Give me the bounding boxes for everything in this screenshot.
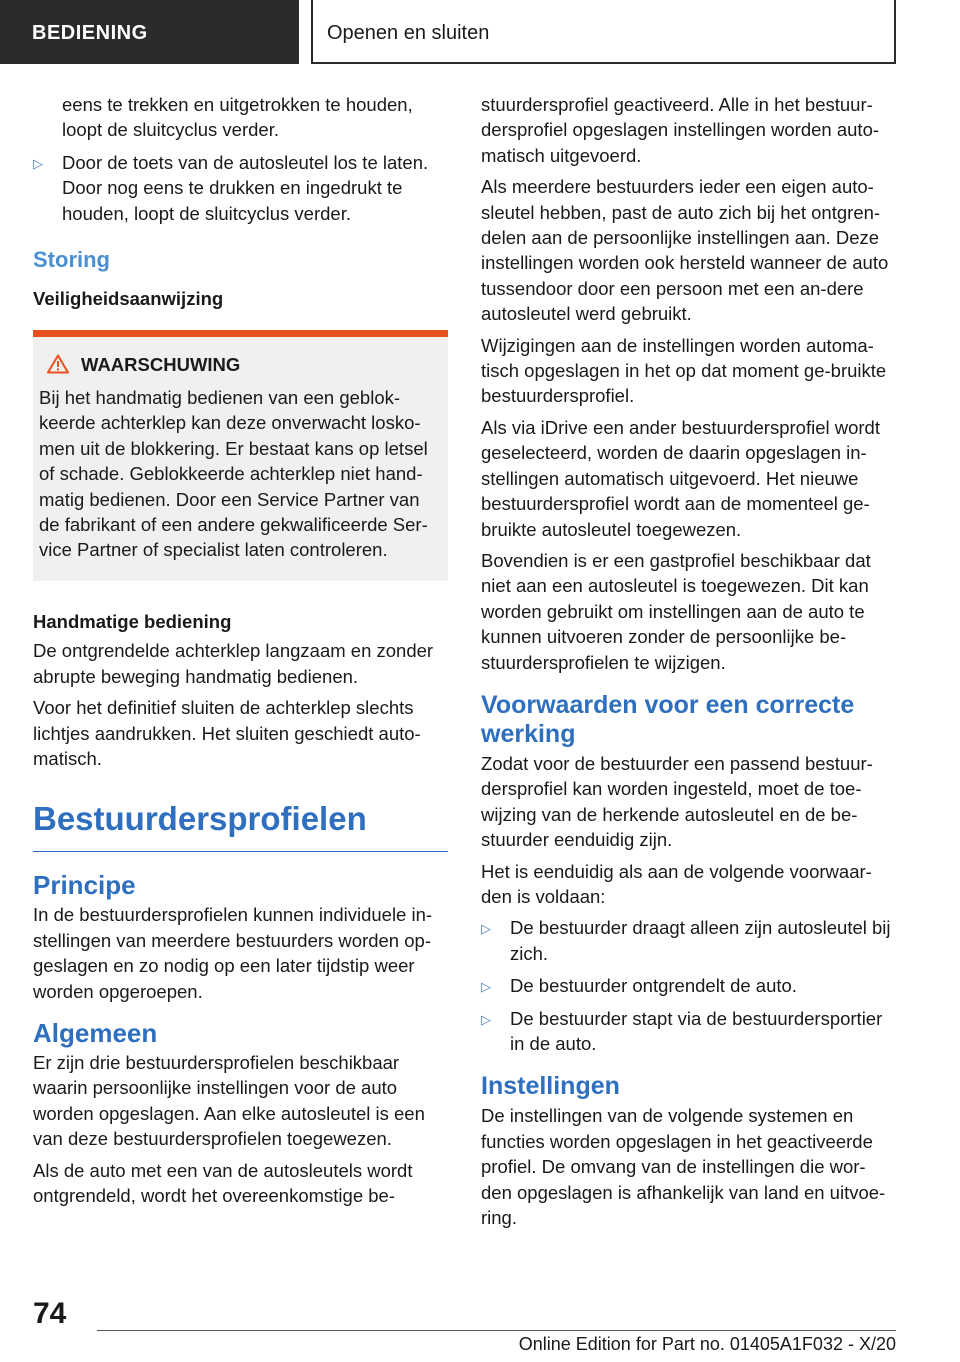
warning-title <box>39 353 436 380</box>
chapter-title: Openen en sluiten <box>311 0 896 64</box>
section-tab: BEDIENING <box>0 0 299 64</box>
left-column <box>33 92 448 1214</box>
paragraph: Zodat voor de bestuurder een passend bestuur-dersprofiel kan worden ingesteld, moet de toe-wijzing van de herkende autosleutel en de be-stuurder eenduidig zijn. <box>481 752 873 851</box>
section-title: Bestuurdersprofielen <box>33 799 448 852</box>
continued-bullet-text: eens te trekken en uitgetrokken te houden, loopt de sluitcyclus verder. <box>62 94 413 141</box>
page-number: 74 <box>33 1297 67 1330</box>
general-heading: Algemeen <box>33 1017 158 1048</box>
paragraph: Wijzigingen aan de instellingen worden automa-tisch opgeslagen in het op dat moment ge-bruikte bestuurdersprofiel. <box>481 334 887 407</box>
warning-text: Bij het handmatig bedienen van een geblok-keerde achterklep kan deze onverwacht losko-men uit de blokkering. Er bestaat kans op letsel of schade. Geblokkeerde achterklep niet hand-matig bedienen. Door een Service Partner van de fabrikant of een andere gekwalificeerde Ser-vice Partner of specialist laten controleren. <box>39 387 428 561</box>
principle-heading: Principe <box>33 870 136 901</box>
list-item-text: Door de toets van de autosleutel los te laten. Door nog eens te drukken en ingedrukt te houden, loopt de sluitcyclus verder. <box>62 151 429 224</box>
footer-edition: Online Edition for Part no. 01405A1F032 - X/20 <box>518 1334 896 1354</box>
bullet-list <box>481 915 896 1056</box>
paragraph: Bovendien is er een gastprofiel beschikbaar dat niet aan een autosleutel is toegewezen. Dit kan worden gebruikt om instellingen aan de auto te kunnen uitvoeren zonder de persoonlijke be-stuurdersprofielen te wijzigen. <box>481 549 871 673</box>
right-column <box>481 92 896 1236</box>
list-item <box>481 1006 896 1057</box>
bullet-triangle-icon: ▷ <box>481 979 491 995</box>
bullet-list <box>33 150 448 226</box>
paragraph: Als de auto met een van de autosleutels wordt ontgrendeld, wordt het overeenkomstige be- <box>33 1159 413 1206</box>
page-header <box>0 0 960 66</box>
bullet-triangle-icon: ▷ <box>481 1011 491 1027</box>
list-item-text: De bestuurder draagt alleen zijn autosleutel bij zich. <box>510 917 891 964</box>
settings-heading: Instellingen <box>481 1072 620 1101</box>
paragraph: Voor het definitief sluiten de achterklep slechts lichtjes aandrukken. Het sluiten geschiedt auto-matisch. <box>33 697 421 769</box>
list-item-text: De bestuurder ontgrendelt de auto. <box>510 975 797 997</box>
safety-heading: Veiligheidsaanwijzing <box>33 288 224 310</box>
footer-divider <box>97 1330 896 1331</box>
paragraph: In de bestuurdersprofielen kunnen individuele in-stellingen van meerdere bestuurders worden op-geslagen en zo nodig op een later tijdstip weer worden opgeroepen. <box>33 904 433 1002</box>
conditions-heading: Voorwaarden voor een correcte werking <box>481 690 855 748</box>
warning-triangle-icon <box>47 354 69 380</box>
paragraph: De ontgrendelde achterklep langzaam en zonder abrupte beweging handmatig bedienen. <box>33 640 434 687</box>
storing-heading: Storing <box>33 247 110 273</box>
warning-bar <box>33 330 448 337</box>
paragraph: Als meerdere bestuurders ieder een eigen auto-sleutel hebben, past de auto zich bij het ontgren-delen aan de persoonlijke instellingen aan. Deze instellingen worden ook hersteld wanneer de auto tussendoor door een persoon met een an-dere autosleutel werd gebruikt. <box>481 176 889 325</box>
paragraph: De instellingen van de volgende systemen en functies worden opgeslagen in het geactiveerde profiel. De omvang van de instellingen die wor-den opgeslagen is afhankelijk van land en uitvoe-ring. <box>481 1105 886 1229</box>
list-item-text: De bestuurder stapt via de bestuurdersportier in de auto. <box>510 1007 883 1054</box>
bullet-triangle-icon: ▷ <box>33 155 43 171</box>
paragraph: Er zijn drie bestuurdersprofielen beschikbaar waarin persoonlijke instellingen voor de auto worden opgeslagen. Aan elke autosleutel is een van deze bestuurdersprofielen toegewezen. <box>33 1051 425 1150</box>
paragraph: stuurdersprofiel geactiveerd. Alle in het bestuur-dersprofiel opgeslagen instellingen worden auto-matisch uitgevoerd. <box>481 94 880 166</box>
manual-heading: Handmatige bediening <box>33 610 232 632</box>
warning-box <box>33 330 448 581</box>
paragraph: Als via iDrive een ander bestuurdersprofiel wordt geselecteerd, worden de daarin opgeslagen in-stellingen automatisch uitgevoerd. Het nieuwe bestuurdersprofiel wordt aan de momenteel ge-bruikte autosleutel toegewezen. <box>481 416 880 540</box>
list-item <box>481 915 896 966</box>
bullet-triangle-icon: ▷ <box>481 921 491 937</box>
list-item <box>481 973 896 998</box>
paragraph: Het is eenduidig als aan de volgende voorwaar-den is voldaan: <box>481 860 872 907</box>
warning-title-text: WAARSCHUWING <box>81 354 241 376</box>
list-item <box>33 150 448 226</box>
